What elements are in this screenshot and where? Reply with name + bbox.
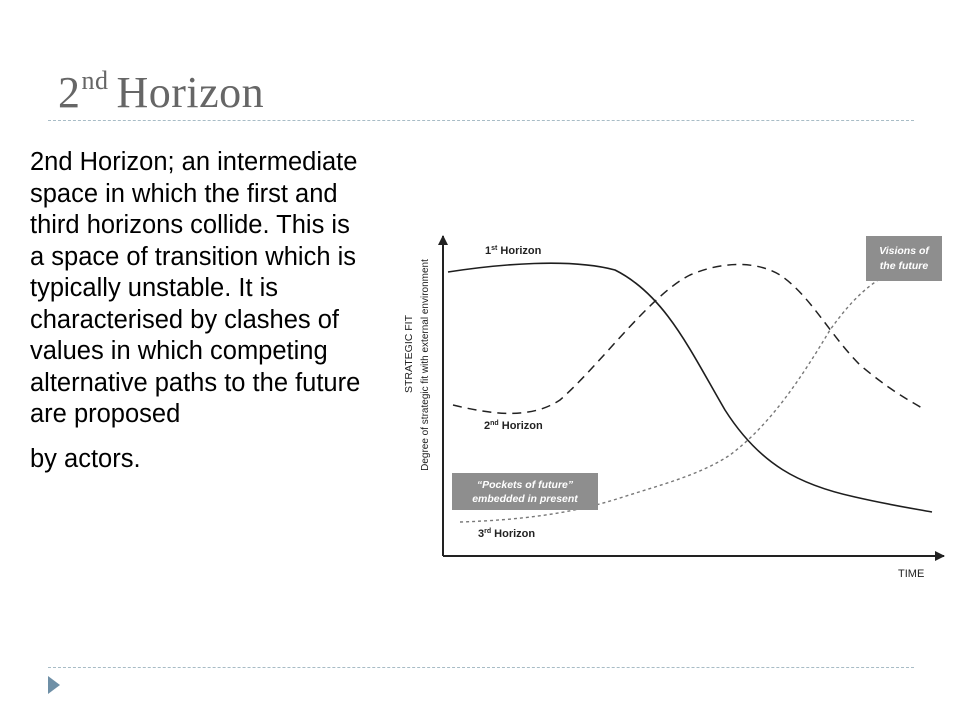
pockets-label-line1: “Pockets of future”: [476, 479, 574, 491]
y-axis-sublabel: Degree of strategic fit with external environment: [420, 259, 431, 471]
second-horizon-curve: [453, 264, 922, 413]
visions-label-line2: the future: [879, 260, 929, 272]
y-axis-label: STRATEGIC FIT: [403, 315, 415, 393]
slide-bullet-icon: [48, 676, 60, 694]
third-horizon-label: 3rd Horizon: [478, 528, 536, 540]
visions-label-line1: Visions of: [879, 245, 929, 257]
first-horizon-label: 1st Horizon: [485, 245, 542, 257]
body-paragraph-end: by actors.: [30, 444, 141, 473]
second-horizon-label: 2nd Horizon: [484, 420, 543, 432]
body-paragraph: 2nd Horizon; an intermediate space in which the first and third horizons collide. This is a space of transition which is typically unstable. It is characterised by clashes of values in which competing alternative paths to the future are proposed: [30, 148, 361, 428]
visions-box: [866, 236, 942, 281]
pockets-label-line2: embedded in present: [472, 493, 578, 505]
x-axis-label: TIME: [898, 568, 925, 580]
footer-divider: [48, 667, 914, 668]
page-title: 2nd Horizon: [58, 66, 265, 117]
